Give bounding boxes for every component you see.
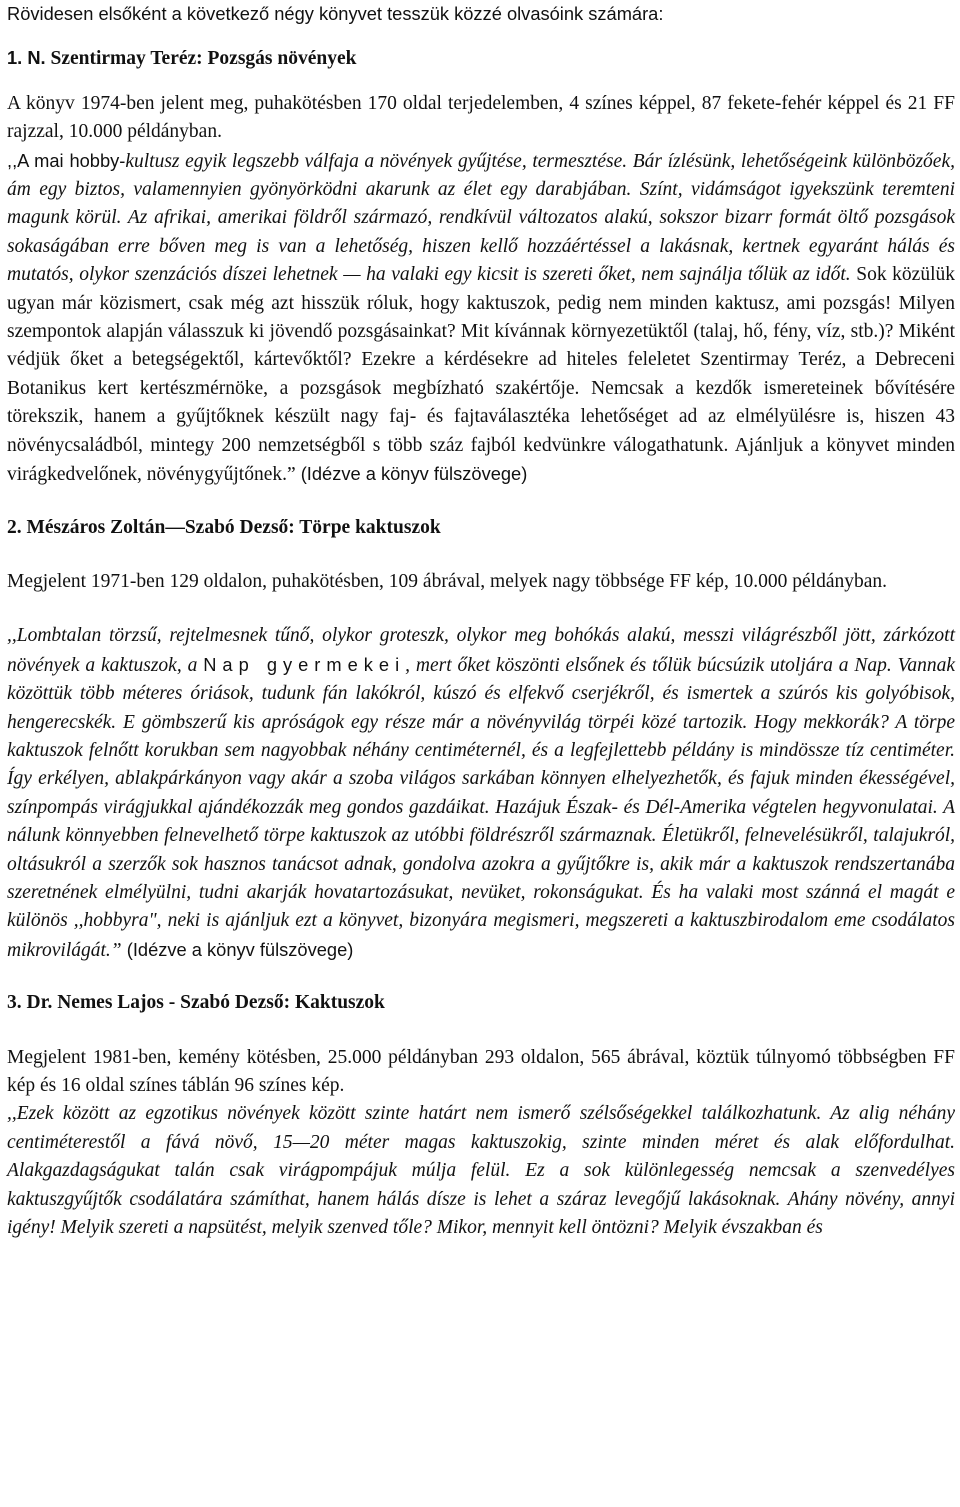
book-2-quote-spaced: Nap gyermekei <box>203 653 406 675</box>
book-3-heading <box>7 989 955 1017</box>
book-2-quote <box>7 622 955 965</box>
book-1-quote-part1: kultusz egyik legszebb válfaja a növények gyűjtése, termesztése. Bár ízlésünk, lehetőségeink különbözőek, ám egy biztos, valamennyien gyönyörködni akarunk az élet egy darabjában. Színt, vidámságot igyekszünk teremteni magunk körül. Az afrikai, amerikai földről származó, rendkívül változatos alakú, sokszor bizarr formát öltő pozsgások sokaságában erre bőven meg is van a lehetőség, hiszen kellő hozzáértéssel a lakásnak, kertnek egyaránt hálás és mutatós, olykor szenzációs díszei lehetnek — ha valaki egy kicsit is szereti őket, nem sajnálja tőlük az időt. <box>7 150 955 286</box>
intro-paragraph: Rövidesen elsőként a következő négy könyvet tesszük közzé olvasóink számára: <box>7 3 664 24</box>
book-3-quote: ,,Ezek között az egzotikus növények között szinte határt nem ismerő szélsőségekkel találkozhatunk. Az alig néhány centiméterestől a fává növő, 15—20 méter magas kaktuszokig, szinte minden méret és alak előfordulhat. Alakgazdagságukat talán csak virágpompájuk múlja felül. Ez a sok különlegesség nemcsak a szenvedélyes kaktuszgyűjtők csodálatára számíthat, hanem hálás dísze is lehet a száraz levegőjű lakásoknak. Ahány növény, annyi igény! Melyik szereti a napsütést, melyik szenved tőle? Mikor, mennyit kell öntözni? Melyik évszakban és <box>7 1103 955 1239</box>
book-2-number: 2. <box>7 516 22 538</box>
book-1-title: Szentirmay Teréz: Pozsgás növények <box>45 48 357 70</box>
book-1-quote-open: ,,A mai hobby- <box>7 149 126 171</box>
book-2-quote-before: ,,Lombtalan törzsű, rejtelmesnek tűnő, olykor groteszk, olykor meg bohókás alakú, messzi világrészből jött, zárkózott növények a kaktuszok, a <box>7 625 955 676</box>
book-2-heading <box>7 514 955 542</box>
book-1-quote-part2: Sok közülük ugyan már közismert, csak még azt hisszük róluk, hogy kaktuszok, pedig nem minden kaktusz, ami pozsgás! Milyen szempontok alapján válasszuk ki jövendő pozsgásainkat? Mit kívánnak környezetüktől (talaj, hő, fény, víz, stb.)? Miként védjük őket a betegségektől, kártevőktől? Ezekre a kérdésekre ad hiteles feleletet Szentirmay Teréz, a Debreceni Botanikus kert kertészmérnöke, a pozsgások megbízható szakértője. Nemcsak a kezdők ismereteinek bővítésére törekszik, hanem a gyűjtőknek készült nagy faj- és fajtaválasztéka lehetőséget ad az elmélyülésre is, hiszen 43 növénycsaládból, mintegy 200 nemzetségből s több száz fajból kedvünkre válogathatunk. Ajánljuk a könyvet minden virágkedvelőnek, növénygyűjtőnek.” <box>7 264 956 486</box>
book-3-title: Nemes Lajos - Szabó Dezső: Kaktuszok <box>52 992 385 1014</box>
book-3-number: 3. Dr. <box>7 992 53 1014</box>
book-2-title: Mészáros Zoltán—Szabó Dezső: Törpe kaktuszok <box>21 516 441 538</box>
book-1-heading <box>7 44 955 73</box>
book-3-description: Megjelent 1981-ben, kemény kötésben, 25.000 példányban 293 oldalon, 565 ábrával, köztük túlnyomó többségben FF kép és 16 oldal színes táblán 96 színes kép. <box>7 1046 955 1096</box>
document-page <box>7 0 955 1242</box>
book-2-quote-after: , mert őket köszönti elsőnek és tőlük búcsúzik utoljára a Nap. Vannak közöttük több méteres óriások, tudunk fán lakókról, kúszó és elfekvő cserjékről, és ismertek a szúrós kis golyóbisok, hengerecskék. E gömbszerű kis apróságok egy része már a növényvilág törpéi közé tartozik. Hogy mekkorák? A törpe kaktuszok felnőtt korukban sem nagyobbak néhány centiméternél, és a legfejlettebb példány is mindössze tíz centiméter. Így erkélyen, ablakpárkányon vagy akár a szoba világos sarkában könnyen elhelyezhetők, és fajuk minden ékességével, színpompás virágjukkal ajándékozzák meg gondos gazdáikat. Hazájuk Észak- és Dél-Amerika végtelen hegyvonulatai. A nálunk könnyebben felnevelhető törpe kaktuszok az utóbbi földrészről származnak. Életükről, felnevelésükről, talajukról, oltásukról a szerzők sok hasznos tanácsot adnak, gondolva azokra a gyűjtőkre is, akik már a kaktuszok rendszertanába szeretnének elmélyülni, tudni akarják hovatartozásukat, nevüket, rokonságukat. És ha valaki most szánná el magát e különös ,,hobbyra", neki is ajánljuk ezt a könyvet, bizonyára megismeri, megszereti a kaktuszbirodalom eme csodálatos mikrovilágát.” <box>7 654 955 961</box>
book-1-description <box>7 90 955 490</box>
book-1-number: 1. N. <box>7 47 46 69</box>
book-1-quote-source: (Idézve a könyv fülszövege) <box>295 463 528 485</box>
book-2-quote-source: (Idézve a könyv fülszövege) <box>121 938 354 960</box>
book-1-description-text: A könyv 1974-ben jelent meg, puhakötésben 170 oldal terjedelemben, 4 színes képpel, 87 fekete-fehér képpel és 21 FF rajzzal, 10.000 példányban. <box>7 92 955 143</box>
book-2-description: Megjelent 1971-ben 129 oldalon, puhakötésben, 109 ábrával, melyek nagy többsége FF kép, 10.000 példányban. <box>7 570 888 592</box>
